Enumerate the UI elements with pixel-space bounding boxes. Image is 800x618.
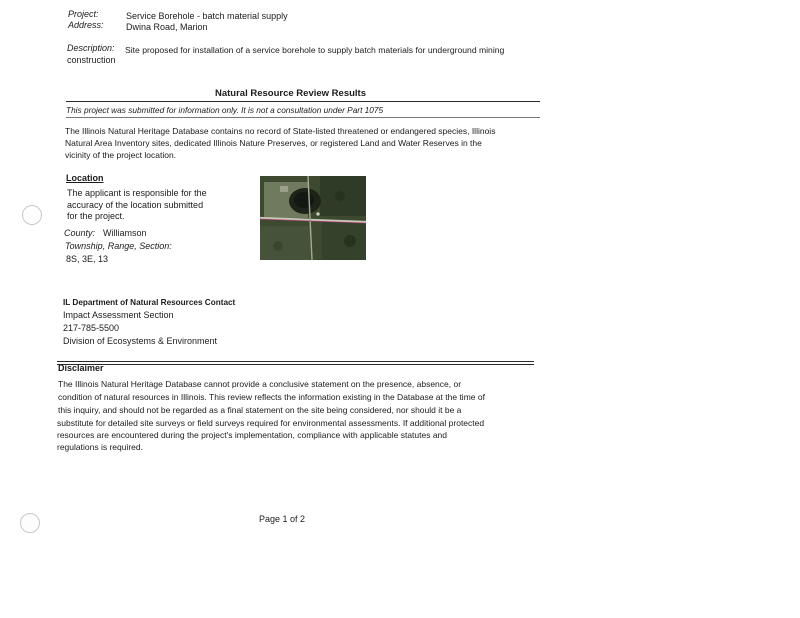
review-body-line-1: The Illinois Natural Heritage Database contains no record of State-listed threatened or endangered species, Illinois: [65, 126, 496, 136]
location-text-line-2: accuracy of the location submitted: [67, 200, 204, 210]
address-value: Dwina Road, Marion: [126, 22, 208, 32]
location-text-line-1: The applicant is responsible for the: [67, 188, 207, 198]
disclaimer-line-5: resources are encountered during the project's implementation, compliance with applicable statutes and: [57, 430, 448, 440]
punch-hole-bottom: [20, 513, 40, 533]
disclaimer-line-2: condition of natural resources in Illinois. This review reflects the information existing in the Database at the time of: [58, 392, 485, 402]
project-label: Project:: [68, 9, 99, 19]
aerial-map-graphic: [260, 176, 366, 260]
address-label: Address:: [68, 20, 104, 30]
review-body-line-3: vicinity of the project location.: [65, 150, 177, 160]
description-continued: construction: [67, 55, 116, 65]
punch-hole-top: [22, 205, 42, 225]
contact-line-2: 217-785-5500: [63, 323, 120, 333]
disclaimer-line-3: this inquiry, and should not be regarded as a final statement on the site being considered, nor should it be a: [58, 405, 462, 415]
review-note: This project was submitted for information only. It is not a consultation under Part 1075: [66, 105, 384, 115]
disclaimer-line-1: The Illinois Natural Heritage Database cannot provide a conclusive statement on the presence, absence, or: [58, 379, 462, 389]
disclaimer-rule-bottom: [57, 364, 534, 365]
review-body-line-2: Natural Area Inventory sites, dedicated Illinois Nature Preserves, or registered Land and Water Reserves in the: [65, 138, 482, 148]
review-note-rule: [66, 117, 540, 118]
disclaimer-line-6: regulations is required.: [57, 442, 143, 452]
county-label: County:: [64, 228, 96, 238]
trs-value: 8S, 3E, 13: [66, 254, 109, 264]
county-value: Williamson: [103, 228, 147, 238]
disclaimer-line-4: substitute for detailed site surveys or field surveys required for environmental assessments. If additional protected: [57, 418, 485, 428]
disclaimer-heading: Disclaimer: [58, 363, 104, 373]
location-text-line-3: for the project.: [67, 211, 125, 221]
description-value: Site proposed for installation of a service borehole to supply batch materials for underground mining: [125, 45, 505, 55]
trs-label: Township, Range, Section:: [65, 241, 172, 251]
review-title-rule: [66, 101, 540, 102]
location-heading: Location: [66, 173, 104, 183]
contact-line-3: Division of Ecosystems & Environment: [63, 336, 218, 346]
review-title: Natural Resource Review Results: [215, 88, 367, 99]
contact-heading: IL Department of Natural Resources Contact: [63, 298, 236, 307]
project-value: Service Borehole - batch material supply: [126, 11, 288, 21]
aerial-map-image: [260, 176, 366, 260]
contact-line-1: Impact Assessment Section: [63, 310, 174, 320]
description-label: Description:: [67, 43, 115, 53]
disclaimer-rule-top: [57, 361, 534, 362]
page-number: Page 1 of 2: [259, 514, 306, 524]
